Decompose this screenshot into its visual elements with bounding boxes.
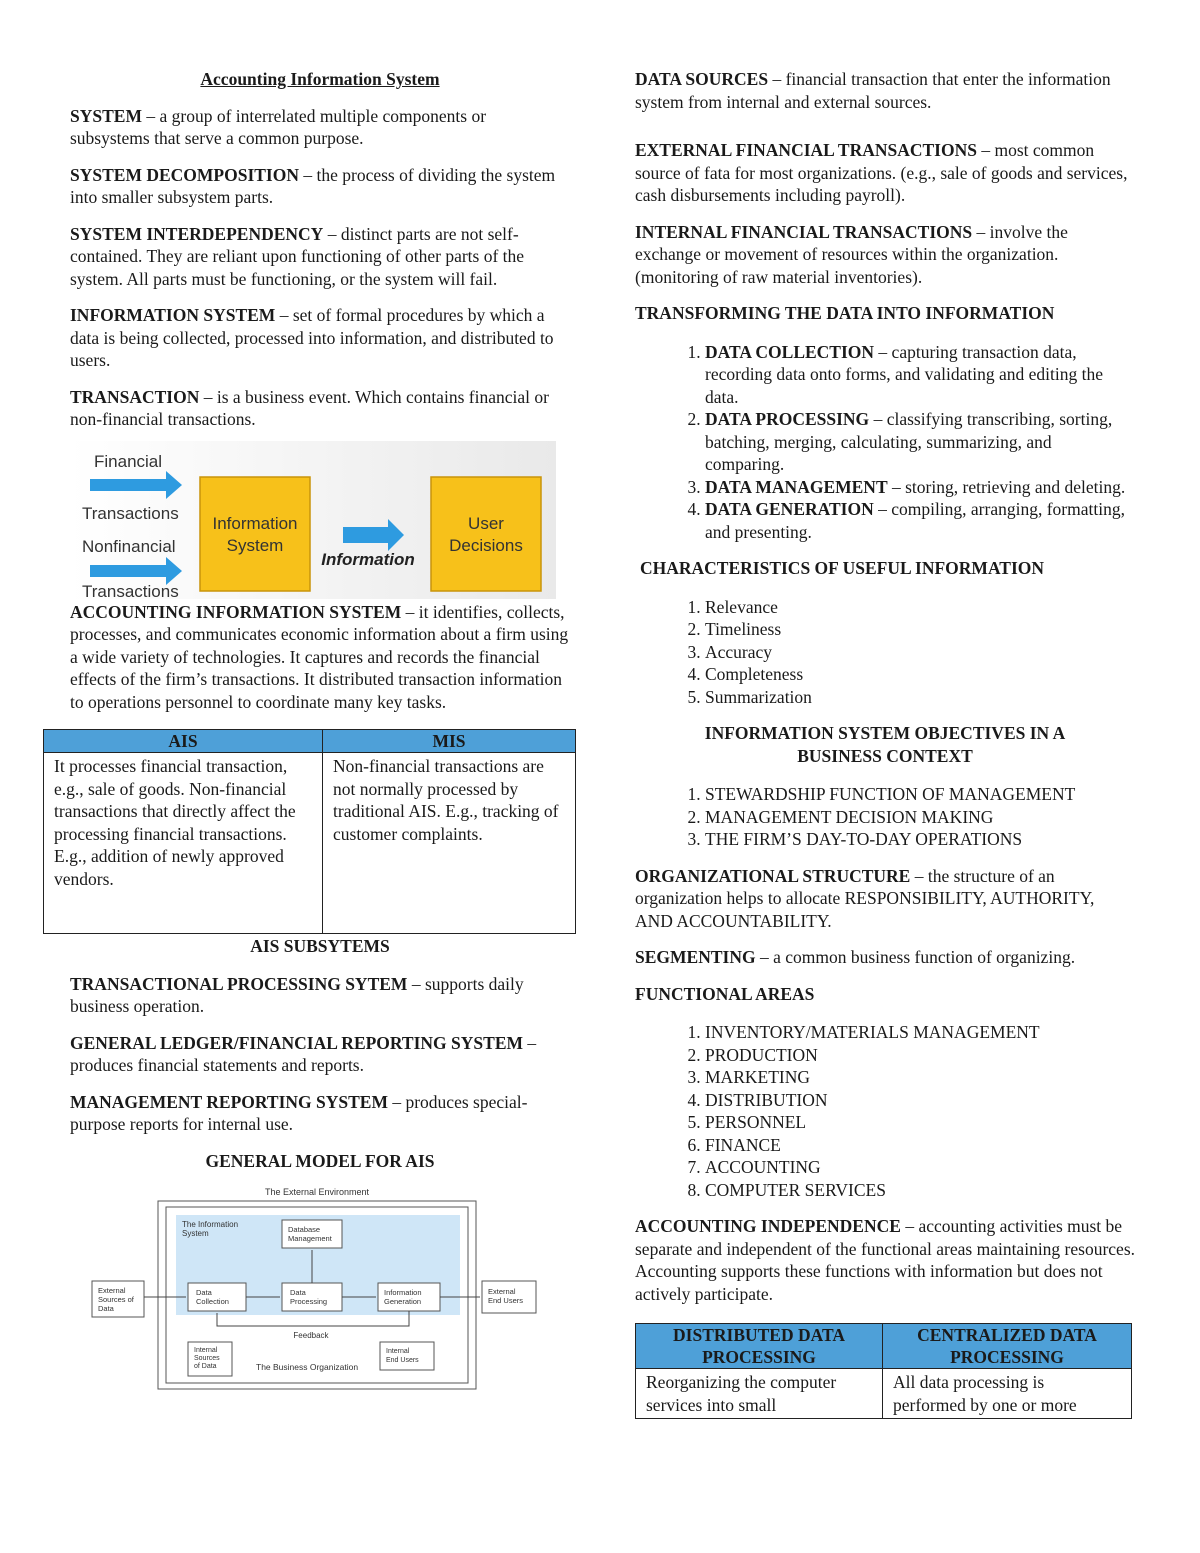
list-item: 8. COMPUTER SERVICES	[705, 1179, 1135, 1202]
definition-external-financial-transactions	[635, 139, 1135, 207]
int-src-label-3: of Data	[194, 1363, 217, 1370]
definition-accounting-information-system	[70, 601, 570, 714]
term: DATA GENERATION	[705, 499, 874, 519]
int-users-label-1: Internal	[386, 1348, 410, 1355]
left-column	[54, 68, 570, 1392]
int-users-label-2: End Users	[386, 1357, 419, 1364]
ig-label-1: Information	[384, 1288, 422, 1297]
list-item: 4. DISTRIBUTION	[705, 1089, 1135, 1112]
dc-label-2: Collection	[196, 1297, 229, 1306]
subsystem-tps	[70, 973, 570, 1018]
definition-transaction	[70, 386, 570, 431]
characteristics-heading: CHARACTERISTICS OF USEFUL INFORMATION	[640, 558, 1045, 578]
ais-mis-table	[43, 729, 576, 934]
transaction-flow-diagram	[70, 441, 556, 599]
term: GENERAL LEDGER/FINANCIAL REPORTING SYSTEM	[70, 1032, 524, 1053]
definition-text: – storing, retrieving and deleting.	[887, 476, 1126, 497]
centralized-cell: All data processing is performed by one or more	[883, 1369, 1132, 1419]
header-mis: MIS	[323, 730, 576, 753]
term: ACCOUNTING INDEPENDENCE	[635, 1216, 901, 1236]
definition-text: – capturing transaction data, recording data onto forms, and validating and editing the data.	[705, 341, 1104, 407]
general-model-heading: GENERAL MODEL FOR AIS	[205, 1150, 435, 1171]
list-item: 2. PRODUCTION	[705, 1044, 1135, 1067]
objectives-heading-line-1: INFORMATION SYSTEM OBJECTIVES IN A	[704, 723, 1066, 743]
term: DATA COLLECTION	[705, 341, 875, 362]
term: SYSTEM INTERDEPENDENCY	[70, 223, 324, 244]
term: MANAGEMENT REPORTING SYSTEM	[70, 1091, 388, 1112]
definition-segmenting	[635, 946, 1135, 969]
list-item: 6. FINANCE	[705, 1134, 1135, 1157]
definition-text: – most common source of fata for most organizations. (e.g., sale of goods and services, cash disbursements including payroll).	[635, 140, 1128, 205]
term: INTERNAL FINANCIAL TRANSACTIONS	[635, 221, 973, 242]
definition-text: – involve the exchange or movement of resources within the organization. (monitoring of raw material inventories).	[635, 221, 1068, 287]
business-organization-label: The Business Organization	[256, 1362, 359, 1372]
ais-cell: It processes financial transaction, e.g., sale of goods. Non-financial transactions that directly affect the processing financial transactions. E.g., addition of newly approved vendors.	[44, 753, 323, 934]
transforming-heading: TRANSFORMING THE DATA INTO INFORMATION	[635, 303, 1055, 323]
eu-label-1: External	[488, 1287, 516, 1296]
definition-text: – supports daily business operation.	[70, 973, 524, 1016]
box2-line2: Decisions	[449, 535, 523, 555]
list-item	[705, 341, 1135, 409]
financial-label: Financial	[94, 451, 163, 471]
definition-text: – classifying transcribing, sorting, batching, merging, calculating, summarizing, and comparing.	[705, 409, 1113, 474]
box2-line1: User	[468, 513, 504, 533]
definition-internal-financial-transactions	[635, 221, 1135, 289]
term: SEGMENTING	[635, 947, 756, 967]
ext-src-label-2: Sources of	[98, 1295, 134, 1304]
box1-line2: System	[226, 535, 284, 555]
dp-label-2: Processing	[290, 1297, 328, 1306]
objectives-list	[635, 783, 1135, 851]
general-model-diagram	[90, 1182, 560, 1392]
subsystem-mrs	[70, 1091, 570, 1136]
characteristics-list	[635, 596, 1135, 709]
ig-label-2: Generation	[384, 1297, 422, 1306]
dc-label-1: Data	[196, 1288, 212, 1297]
objectives-heading-line-2: BUSINESS CONTEXT	[797, 745, 973, 766]
int-src-label-1: Internal	[194, 1347, 218, 1354]
list-item: 3. THE FIRM’S DAY-TO-DAY OPERATIONS	[705, 828, 1135, 851]
information-system-box	[200, 477, 310, 591]
list-item: 3. MARKETING	[705, 1066, 1135, 1089]
definition-organizational-structure	[635, 865, 1135, 933]
transforming-steps-list	[635, 341, 1135, 544]
information-arrow-label: Information	[321, 549, 415, 569]
definition-text: – distinct parts are not self-contained. They are reliant upon functioning of other parts of the system. All parts must be functioning, or the system will fail.	[70, 223, 525, 289]
ext-src-label-3: Data	[98, 1304, 114, 1313]
document-title: Accounting Information System	[200, 69, 440, 89]
info-system-label-2: System	[182, 1229, 209, 1238]
db-label-1: Database	[288, 1225, 321, 1234]
definition-text: – produces financial statements and reports.	[70, 1032, 537, 1075]
user-decisions-box	[431, 477, 541, 591]
definition-text: – the structure of an organization helps to allocate RESPONSIBILITY, AUTHORITY, AND ACCOUNTABILITY.	[635, 865, 1095, 931]
definition-text: – set of formal procedures by which a data is being collected, processed into information, and distributed to users.	[70, 305, 554, 370]
list-item	[705, 498, 1135, 543]
term: TRANSACTION	[70, 386, 200, 407]
ext-src-label-1: External	[98, 1286, 126, 1295]
definition-text: – accounting activities must be separate and independent of the functional areas maintaining resources. Accounting supports these functions with information but does not actively participate.	[635, 1216, 1136, 1304]
list-item: 4. Completeness	[705, 663, 1135, 686]
definition-text: – a common business function of organizing.	[755, 947, 1076, 967]
list-item: 7. ACCOUNTING	[705, 1156, 1135, 1179]
info-system-label-1: The Information	[182, 1220, 239, 1229]
internal-end-users-box	[380, 1342, 434, 1370]
header-centralized: CENTRALIZED DATA PROCESSING	[883, 1324, 1132, 1369]
definition-text: – financial transaction that enter the information system from internal and external sources.	[635, 69, 1111, 112]
list-item	[705, 408, 1135, 476]
term: DATA MANAGEMENT	[705, 476, 888, 497]
definition-system-interdependency	[70, 223, 570, 291]
right-column	[635, 68, 1135, 1419]
db-label-2: Management	[288, 1234, 332, 1243]
list-item: 2. MANAGEMENT DECISION MAKING	[705, 806, 1135, 829]
nonfinancial-label: Nonfinancial	[82, 536, 176, 556]
int-src-label-2: Sources	[194, 1355, 220, 1362]
list-item: 3. Accuracy	[705, 641, 1135, 664]
mis-cell: Non-financial transactions are not normally processed by traditional AIS. E.g., tracking of customer complaints.	[323, 753, 576, 934]
external-environment-label: The External Environment	[264, 1187, 370, 1197]
term: SYSTEM DECOMPOSITION	[70, 164, 299, 185]
definition-system	[70, 105, 570, 150]
transactions-label-1: Transactions	[82, 503, 179, 523]
eu-label-2: End Users	[488, 1296, 524, 1305]
data-processing-table	[635, 1323, 1132, 1419]
definition-text: – compiling, arranging, formatting, and presenting.	[705, 499, 1125, 542]
term: DATA SOURCES	[635, 69, 769, 89]
feedback-label: Feedback	[293, 1331, 329, 1340]
definition-information-system	[70, 304, 570, 372]
header-ais: AIS	[44, 730, 323, 753]
header-distributed: DISTRIBUTED DATA PROCESSING	[636, 1324, 883, 1369]
definition-text: – the process of dividing the system into smaller subsystem parts.	[70, 164, 556, 207]
definition-data-sources	[635, 68, 1135, 113]
definition-accounting-independence	[635, 1215, 1135, 1305]
functional-areas-heading: FUNCTIONAL AREAS	[635, 983, 815, 1004]
box1-line1: Information	[212, 513, 298, 533]
term: ORGANIZATIONAL STRUCTURE	[635, 865, 911, 886]
list-item: 2. Timeliness	[705, 618, 1135, 641]
definition-text: – it identifies, collects, processes, and communicates economic information about a firm using a wide variety of technologies. It captures and records the financial effects of the firm’s transactions. It distributed transaction information to operations personnel to coordinate many key tasks.	[70, 601, 569, 712]
list-item: 1. INVENTORY/MATERIALS MANAGEMENT	[705, 1021, 1135, 1044]
objectives-heading	[635, 722, 1135, 767]
term: ACCOUNTING INFORMATION SYSTEM	[70, 601, 402, 622]
dp-label-1: Data	[290, 1288, 306, 1297]
subsystem-gl-fr	[70, 1032, 570, 1077]
functional-areas-list	[635, 1021, 1135, 1201]
term: DATA PROCESSING	[705, 409, 870, 429]
list-item: 5. Summarization	[705, 686, 1135, 709]
term: TRANSACTIONAL PROCESSING SYTEM	[70, 973, 408, 994]
term: EXTERNAL FINANCIAL TRANSACTIONS	[635, 140, 977, 160]
definition-text: – is a business event. Which contains financial or non-financial transactions.	[70, 386, 549, 429]
list-item: 1. Relevance	[705, 596, 1135, 619]
distributed-cell: Reorganizing the computer services into small	[636, 1369, 883, 1419]
transactions-label-2: Transactions	[82, 581, 179, 599]
definition-system-decomposition	[70, 164, 570, 209]
list-item: 1. STEWARDSHIP FUNCTION OF MANAGEMENT	[705, 783, 1135, 806]
definition-text: – produces special-purpose reports for internal use.	[70, 1091, 528, 1134]
ais-subsystems-heading: AIS SUBSYTEMS	[250, 936, 390, 956]
term: INFORMATION SYSTEM	[70, 305, 276, 325]
definition-text: – a group of interrelated multiple components or subsystems that serve a common purpose.	[70, 105, 487, 148]
term: SYSTEM	[70, 105, 142, 126]
list-item	[705, 476, 1135, 499]
list-item: 5. PERSONNEL	[705, 1111, 1135, 1134]
